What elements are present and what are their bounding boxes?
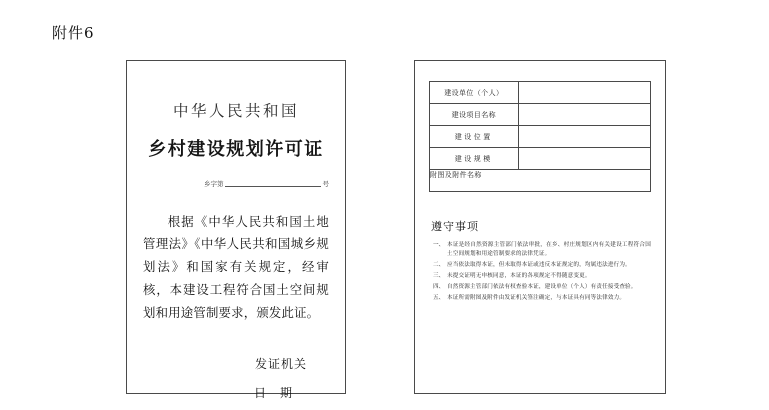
certificate-national-title: 中华人民共和国 [172, 102, 299, 120]
certificate-content [127, 61, 345, 401]
notice-item-text: 自然资源主管部门依法有权查验本证，建设单位（个人）有责任接受查验。 [447, 284, 637, 291]
row-value-construction-location[interactable] [518, 126, 650, 148]
notice-item [429, 294, 651, 303]
notice-item-number: 一、 [433, 242, 445, 248]
notice-section [429, 218, 651, 303]
row-label-construction-unit: 建设单位（个人） [430, 82, 519, 104]
notice-item [429, 272, 651, 281]
row-label-construction-location: 建设位置 [430, 126, 519, 148]
notice-item-number: 二、 [433, 262, 445, 269]
certificate-body-text: 根据《中华人民共和国土地管理法》《中华人民共和国城乡规划法》和国家有关规定，经审核，本建设工程符合国土空间规划和用途管制要求，颁发此证。 [143, 213, 329, 321]
notice-item-text: 本证所需附图及附件由发证机关签注确定，与本证具有同等法律效力。 [447, 295, 626, 302]
certificate-signature-block [141, 355, 331, 401]
table-row [430, 104, 651, 126]
notice-item [429, 283, 651, 292]
notice-item-text: 本证是经自然资源主管部门依法审批，在乡、村庄规划区内有关建设工程符合国土空间规划和用途管制要求的法律凭证。 [447, 242, 651, 258]
certificate-serial-row [141, 181, 331, 189]
row-label-construction-scale: 建设规模 [430, 148, 519, 170]
attachment-label: 附件6 [52, 24, 95, 42]
table-row [430, 148, 651, 170]
serial-suffix-label: 号 [322, 180, 329, 188]
row-value-project-name[interactable] [518, 104, 650, 126]
notice-item-text: 应当依法取得本证，但未取得本证或违反本证规定的，均属违法进行为。 [447, 262, 631, 269]
row-value-construction-scale[interactable] [518, 148, 650, 170]
table-row [430, 82, 651, 104]
issue-date-label: 日 期 [253, 386, 293, 401]
notice-item [429, 261, 651, 270]
table-row [430, 170, 651, 192]
certificate-page [126, 60, 346, 401]
serial-prefix-label: 乡字第 [204, 180, 224, 188]
certificate-main-title: 乡村建设规划许可证 [148, 139, 324, 160]
issuing-authority-label: 发证机关 [254, 357, 307, 372]
row-label-attachment-names[interactable]: 附图及附件名称 [430, 170, 651, 192]
notice-title: 遵守事项 [431, 220, 479, 233]
notice-item-text: 未提交证明无申核同意，本证的各项规定不得随意变更。 [447, 273, 591, 280]
notice-item-number: 五、 [433, 295, 445, 302]
notice-item [429, 241, 651, 259]
notice-item-number: 四、 [433, 284, 445, 291]
notice-item-number: 三、 [433, 273, 445, 280]
row-value-construction-unit[interactable] [518, 82, 650, 104]
serial-number-field[interactable] [225, 186, 321, 187]
project-info-table [429, 81, 651, 192]
information-content [415, 61, 665, 393]
information-page [414, 60, 666, 394]
table-row [430, 126, 651, 148]
row-label-project-name: 建设项目名称 [430, 104, 519, 126]
